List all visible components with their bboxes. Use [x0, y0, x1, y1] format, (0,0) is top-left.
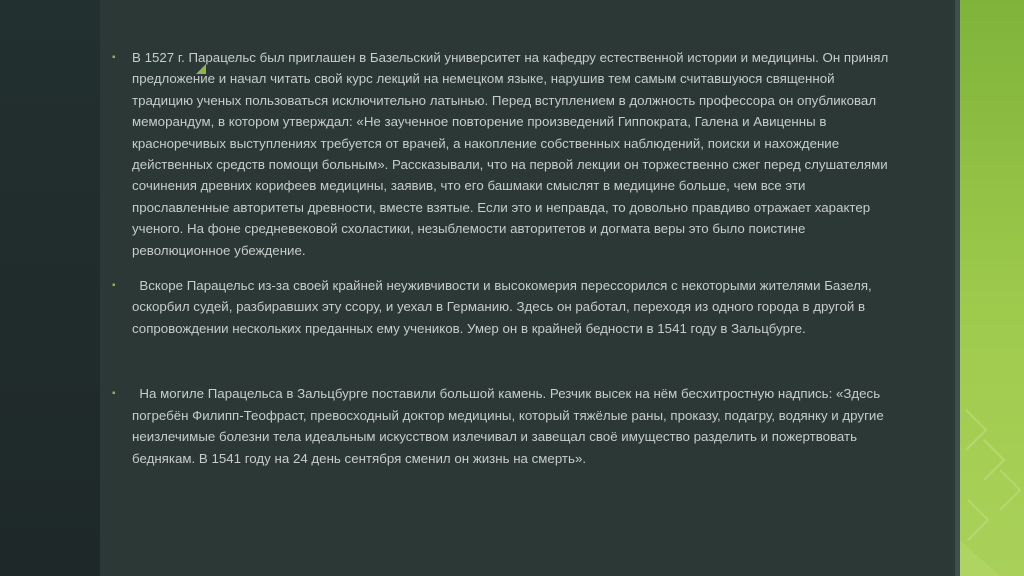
bullet-icon: ▪	[112, 388, 116, 400]
chevron-pattern-icon	[960, 0, 1024, 576]
bullet-list	[112, 47, 892, 469]
list-item	[112, 275, 892, 339]
accent-bar	[960, 0, 1024, 576]
list-item	[112, 383, 892, 469]
paragraph-text: Вскоре Парацельс из-за своей крайней неуживчивости и высокомерия перессорился с некоторыми жителями Базеля, оскорбил судей, разбиравших эту ссору, и уехал в Германию. Здесь он работал, переходя из одного города в другой в сопровождении нескольких преданных ему учеников. Умер он в крайней бедности в 1541 году в Зальцбурге.	[132, 278, 876, 336]
paragraph-text: На могиле Парацельса в Зальцбурге поставили большой камень. Резчик высек на нём бесхитростную надпись: «Здесь погребён Филипп-Теофраст, превосходный доктор медицины, который тяжёлые раны, проказу, подагру, водянку и другие неизлечимые болезни тела идеальным искусством излечивал и завещал своё имущество разделить и пожертвовать беднякам. В 1541 году на 24 день сентября сменил он жизнь на смерть».	[132, 386, 888, 466]
bullet-icon: ▪	[112, 280, 116, 292]
list-item	[112, 47, 892, 261]
bullet-icon: ▪	[112, 52, 116, 63]
paragraph-text: В 1527 г. Парацельс был приглашен в Базельский университет на кафедру естественной истории и медицины. Он принял предложение и начал читать свой курс лекций на немецком языке, нарушив тем самым считавшуюся священной традицию ученых пользоваться исключительно латынью. Перед вступлением в должность профессора он опубликовал меморандум, в котором утверждал: «Не заученное повторение произведений Гиппократа, Галена и Авиценны в красноречивых выступлениях требуется от врачей, а накопление собственных наблюдений, поиски и нахождение действенных средств помощи больным». Рассказывали, что на первой лекции он торжественно сжег перед слушателями сочинения древних корифеев медицины, заявив, что его башмаки смыслят в медицине больше, чем все эти прославленные авторитеты древности, вместе взятые. Если это и неправда, то довольно правдиво отражает характер ученого. На фоне средневековой схоластики, незыблемости авторитетов и догмата веры это было поистине революционное убеждение.	[132, 50, 889, 258]
